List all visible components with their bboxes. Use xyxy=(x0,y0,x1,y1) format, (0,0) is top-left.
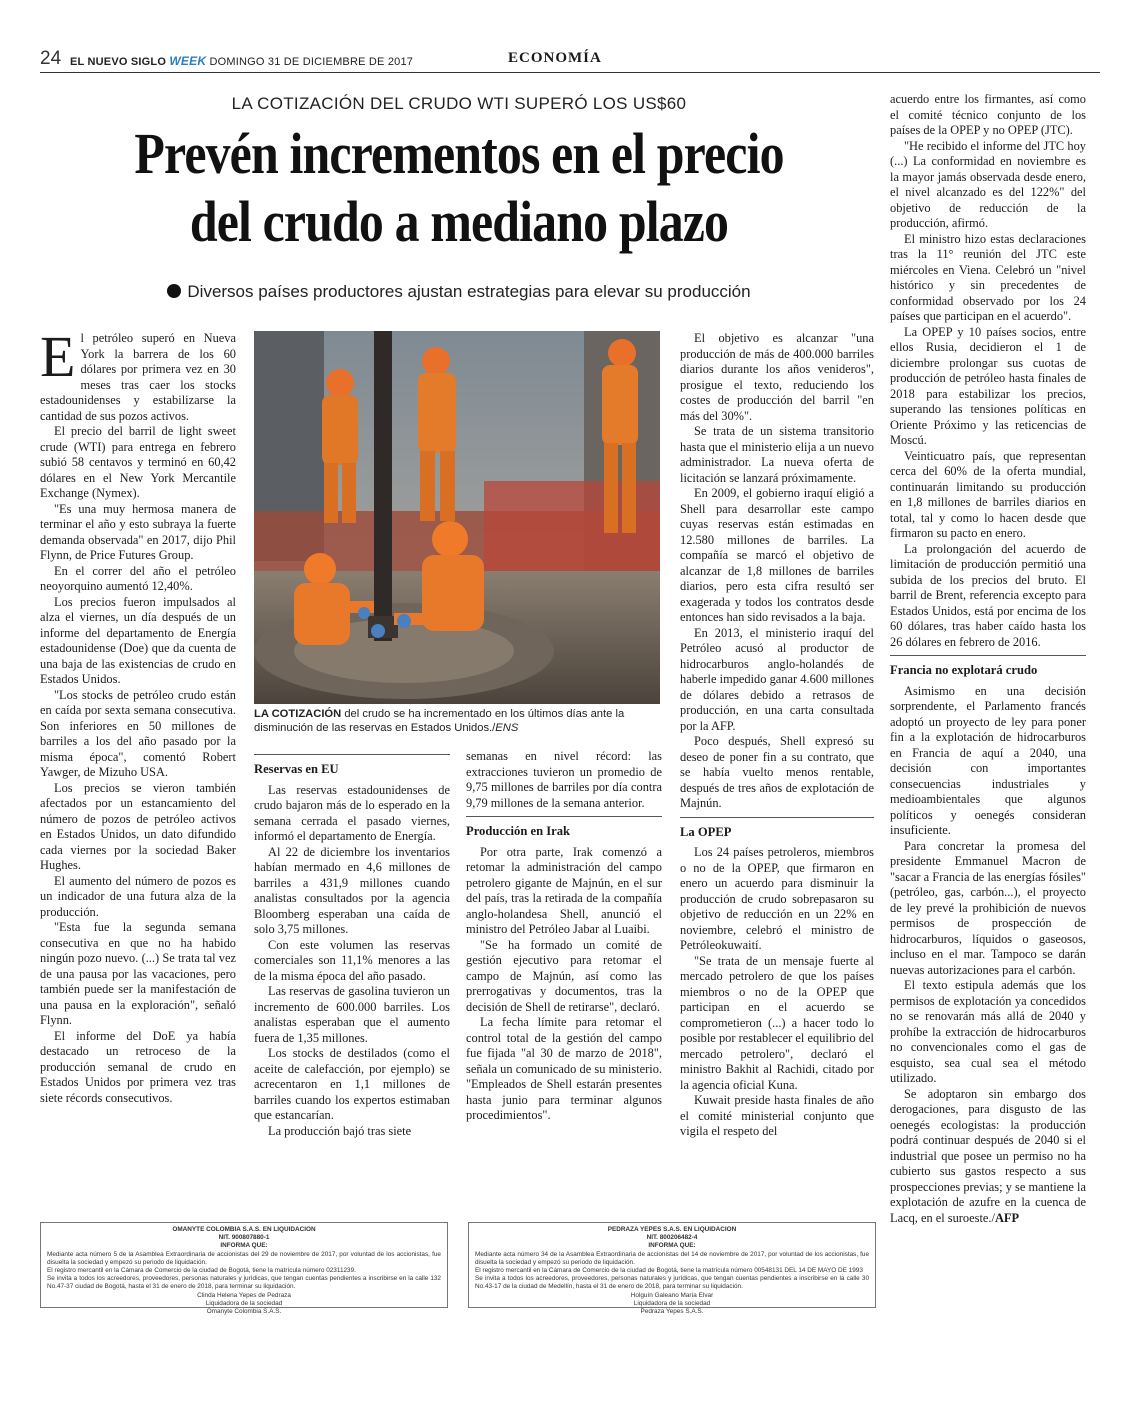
paragraph: En el correr del año el petróleo neoyorquino aumentó 12,40%. xyxy=(40,563,236,593)
paragraph: El petróleo superó en Nueva York la barrera de los 60 dólares por primera vez en 30 meses tras caer los stocks estadounidenses y estabilizarse la cantidad de sus pozos activos. xyxy=(40,324,236,423)
paragraph: Se trata de un sistema transitorio hasta que el ministerio elija a un nuevo administrador. La nueva oferta de licitación se lanzará próximamente. xyxy=(680,424,874,485)
publication-line xyxy=(70,54,413,68)
paragraph: "Esta fue la segunda semana consecutiva en que no ha habido ningún pozo nuevo. (...) Se trata tal vez de una pausa por las vacaciones, pero también puede ser la manifestación de una pausa en la exploración", señaló Flynn. xyxy=(40,920,236,1027)
publication-name: EL NUEVO SIGLO xyxy=(70,56,167,68)
legal-notice-1 xyxy=(40,1222,448,1316)
notice-signature-company: Pedraza Yepes S.A.S. xyxy=(640,1308,704,1316)
paragraph: Los precios fueron impulsados al alza el viernes, un día después de un informe del departamento de Energía estadounidense (Doe) que da cuenta de una baja de las existencias de crudo en Estados Unidos. xyxy=(40,594,236,686)
paragraph: El objetivo es alcanzar "una producción de más de 400.000 barriles diarios durante los años venideros", prosigue el texto, reduciendo los costes de producción del barril "en más del 30%". xyxy=(680,331,874,423)
paragraph: En 2013, el ministerio iraquí del Petróleo acusó al productor de hidrocarburos anglo-holandés de haberle impedido ganar 4.600 millones de dólares debido a retrasos de producción, en una carta consultada por la AFP. xyxy=(680,625,874,733)
paragraph: La OPEP y 10 países socios, entre ellos Rusia, decidieron el 1 de diciembre prolongar sus cuotas de producción de petróleo hasta finales de 2018 para estabilizar los precios, superando las tensiones políticas en Oriente Próximo y las reticencias de Moscú. xyxy=(890,324,1086,447)
headline-line-1: Prevén incrementos en el precio xyxy=(134,121,784,186)
column-4 xyxy=(680,331,874,1140)
paragraph: "Se ha formado un comité de gestión ejecutivo para retomar el campo de Majnún, así como las prerrogativas y documentos, tras la decisión de Shell de retirarse", declaró. xyxy=(466,937,662,1014)
paragraph: Las reservas de gasolina tuvieron un incremento de 600.000 barriles. Los analistas esperaban que el aumento fuera de 1,35 millones. xyxy=(254,984,450,1045)
notice-company: OMANYTE COLOMBIA S.A.S. EN LIQUIDACION xyxy=(172,1226,316,1233)
paragraph: El informe del DoE ya había destacado un retroceso de la producción semanal de crudo en Estados Unidos por primera vez tras siete récords consecutivos. xyxy=(40,1028,236,1105)
oil-rig-workers-illustration xyxy=(254,331,660,704)
paragraph: Kuwait preside hasta finales de año el comité ministerial conjunto que vigila el respeto del xyxy=(680,1093,874,1138)
caption-text: del crudo se ha incrementado en los últimos días ante la disminución de las reservas en Estados Unidos./ xyxy=(254,708,625,734)
article-photo xyxy=(254,331,660,704)
paragraph: "Se trata de un mensaje fuerte al mercado petrolero de que los países miembros o no de la OPEP que participan en el acuerdo se comprometieron (...) a hacer todo lo posible por restablecer el equilibrio del mercado petrolero", declaró el ministro Bakhit al Rachidi, citado por la agencia oficial Kuna. xyxy=(680,953,874,1092)
subheading: La OPEP xyxy=(680,817,874,841)
photo-caption xyxy=(254,707,660,735)
column-1 xyxy=(40,324,236,1106)
paragraph: semanas en nivel récord: las extracciones tuvieron un promedio de 9,75 millones de barriles por día contra 9,79 millones de la semana anterior. xyxy=(466,749,662,810)
drop-cap: E xyxy=(40,324,76,389)
paragraph: Con este volumen las reservas comerciales son 11,1% menores a las de la misma época del año pasado. xyxy=(254,937,450,983)
paragraph: Los 24 países petroleros, miembros o no de la OPEP, que firmaron en enero un acuerdo para disminuir la producción de crudo sobrepasaron su objetivo de reducción en un 22% en noviembre, celebró el ministro de Petróleokuwaití. xyxy=(680,845,874,952)
notice-body: Mediante acta número 5 de la Asamblea Extraordinaria de accionistas del 29 de noviembre de 2017, por voluntad de los accionistas, fue disuelta la sociedad y empezó su periodo de liquidación. xyxy=(47,1250,441,1266)
headline-line-2: del crudo a mediano plazo xyxy=(189,189,729,254)
article-headline xyxy=(99,120,820,256)
notice-heading: INFORMA QUE: xyxy=(220,1242,268,1250)
notice-nit: NIT. 800206482-4 xyxy=(646,1234,698,1242)
page-number: 24 xyxy=(40,48,62,69)
paragraph: La fecha límite para retomar el control total de la gestión del campo fue fijada "al 30 de marzo de 2018", señala un comunicado de su ministerio. "Empleados de Shell estarán presentes hasta junio para terminar algunos procedimientos". xyxy=(466,1015,662,1122)
article-subhead xyxy=(40,282,878,302)
paragraph: Se adoptaron sin embargo dos derogaciones, para disgusto de las oenegés ecologistas: la producción podrá continuar después de 2040 si el industrial que posee un permiso no ha cubierto sus gastos respecto a sus prospecciones previas; y se mantiene la explotación de azufre en la cuenca de Lacq, en el suroeste./AFP xyxy=(890,1086,1086,1225)
column-2 xyxy=(254,749,450,1139)
notice-body: Se invita a todos los acreedores, proveedores, personas naturales y jurídicas, que tengan cuentas pendientes a inscribirse en la calle 30 No.43-17 de la ciudad de Medellín, hasta el 31 de enero de 2018, para terminar su liquidación. xyxy=(475,1275,869,1291)
legal-notices xyxy=(40,1222,876,1316)
paragraph: El ministro hizo estas declaraciones tras la 11° reunión del JTC este miércoles en Viena. Celebró un "nivel histórico y sin precedentes de conformidad observado por los 24 países que participan en el acuerdo". xyxy=(890,231,1086,323)
notice-body: El registro mercantil en la Cámara de Comercio de la ciudad de Bogotá, tiene la matrícula número 02311239. xyxy=(47,1267,356,1275)
subheading: Reservas en EU xyxy=(254,754,450,778)
article-kicker: LA COTIZACIÓN DEL CRUDO WTI SUPERÓ LOS US$60 xyxy=(231,94,687,113)
paragraph: Las reservas estadounidenses de crudo bajaron más de lo esperado en la semana cerrada el pasado viernes, informó el departamento de Energía. xyxy=(254,782,450,843)
supplement-name: WEEK xyxy=(169,54,207,68)
paragraph: La producción bajó tras siete xyxy=(268,1123,412,1138)
paragraph: Veinticuatro país, que representan cerca del 60% de la oferta mundial, continuarán limitando su producción en 1,8 millones de barriles diarios en total, tal y como lo hacen desde que firmaron su pacto en enero. xyxy=(890,448,1086,540)
legal-notice-2 xyxy=(468,1222,876,1316)
paragraph: "Los stocks de petróleo crudo están en caída por sexta semana consecutiva. Son inferiores en 50 millones de barriles a los del año pasado por la misma época", comentó Robert Yawger, de Mizuho USA. xyxy=(40,687,236,779)
bullet-icon xyxy=(167,284,181,298)
paragraph: Los stocks de destilados (como el aceite de calefacción, por ejemplo) se acrecentaron en 1,1 millones de barriles cuando los expertos estimaban que estancarían. xyxy=(254,1046,450,1122)
caption-lead: LA COTIZACIÓN xyxy=(254,708,342,720)
article-credit: AFP xyxy=(994,1210,1020,1225)
paragraph: Asimismo en una decisión sorprendente, el Parlamento francés adoptó un proyecto de ley para poner fin a la explotación de hidrocarburos en Francia de aquí a 2040, una decisión con importantes consecuencias industriales y medioambientales que algunos políticos y oenegés consideran insuficiente. xyxy=(890,683,1086,837)
notice-signature-company: Omanyte Colombia S.A.S. xyxy=(206,1308,282,1316)
notice-body: Mediante acta número 34 de la Asamblea Extraordinaria de accionistas del 14 de noviembre de 2017, por voluntad de los accionistas, fue disuelta la sociedad y empezó su periodo de liquidación. xyxy=(475,1250,869,1266)
photo-credit: ENS xyxy=(495,722,519,734)
page-header xyxy=(40,48,1100,72)
paragraph: El texto estipula además que los permisos de explotación ya concedidos no se renovarán más allá de 2040 y prohíbe la extracción de hidrocarburos no convencionales como el gas de esquisto, sea cual sea el método utilizado. xyxy=(890,978,1086,1085)
paragraph: Por otra parte, Irak comenzó a retomar la administración del campo petrolero gigante de Majnún, en el sur del país, tras la retirada de la compañía anglo-holandesa Shell, anunció el ministro del Petróleo Jabar al Luaibi. xyxy=(466,844,662,936)
notice-body: El registro mercantil en la Cámara de Comercio de la ciudad de Bogotá, tiene la matrícula número 00548131 DEL 14 DE MAYO DE 1993 xyxy=(475,1267,863,1275)
paragraph: Para concretar la promesa del presidente Emmanuel Macron de "sacar a Francia de las energías fósiles" (petróleo, gas, carbón...), el proyecto de ley prevé la prohibición de nuevos permisos de prospección de hidrocarburos, líquidos o gaseosos, incluso en el mar. Tampoco se darán nuevas autorizaciones para el carbón. xyxy=(890,838,1086,977)
subheading: Francia no explotará crudo xyxy=(890,655,1086,679)
notice-signature-role: Liquidadora de la sociedad xyxy=(205,1299,283,1307)
notice-signature-role: Liquidadora de la sociedad xyxy=(633,1299,711,1307)
paragraph: La prolongación del acuerdo de limitación de producción permitió una subida de los precios del bruto. El barril de Brent, referencia excepto para Estados Unidos, está por encima de los 60 dólares, tras haber caído hasta los 26 dólares en febrero de 2016. xyxy=(890,541,1086,649)
paragraph: Poco después, Shell expresó su deseo de poner fin a su contrato, que se había vuelto menos rentable, después de tres años de explotación de Majnún. xyxy=(680,734,874,810)
publication-date: DOMINGO 31 DE DICIEMBRE DE 2017 xyxy=(209,56,414,68)
header-rule xyxy=(40,72,1100,73)
notice-company: PEDRAZA YEPES S.A.S. EN LIQUIDACION xyxy=(607,1226,737,1233)
paragraph: acuerdo entre los firmantes, así como el comité técnico conjunto de los países de la OPEP y no OPEP (JTC). xyxy=(890,92,1086,137)
section-title: ECONOMÍA xyxy=(508,50,602,66)
notice-signature: Clinda Helena Yepes de Pedraza xyxy=(197,1291,291,1299)
paragraph: "Es una muy hermosa manera de terminar el año y esto subraya la fuerte demanda observada" en 2017, dijo Phil Flynn, de Price Futures Group. xyxy=(40,501,236,562)
column-3 xyxy=(466,749,662,1124)
notice-nit: NIT. 900807880-1 xyxy=(218,1234,270,1242)
subhead-text: Diversos países productores ajustan estrategias para elevar su producción xyxy=(187,282,751,301)
column-5 xyxy=(890,92,1086,1226)
notice-signature: Holguín Galeano María Elvar xyxy=(630,1291,714,1299)
paragraph: El aumento del número de pozos es un indicador de una futura alza de la producción. xyxy=(40,873,236,919)
paragraph: Los precios se vieron también afectados por un estancamiento del número de pozos de petróleo activos en Estados Unidos, un dato difundido cada viernes por la sociedad Baker Hughes. xyxy=(40,780,236,872)
paragraph: El precio del barril de light sweet crude (WTI) para entrega en febrero subió 58 centavos y terminó en 60,42 dólares en el New York Mercantile Exchange (Nymex). xyxy=(40,424,236,500)
paragraph: Al 22 de diciembre los inventarios habían mermado en 4,6 millones de barriles a 431,9 millones cuando analistas consultados por la agencia Bloomberg esperaban una caída de solo 3,75 millones. xyxy=(254,844,450,936)
notice-heading: INFORMA QUE: xyxy=(648,1242,696,1250)
paragraph: En 2009, el gobierno iraquí eligió a Shell para desarrollar este campo cuyas reservas están estimadas en 12.580 millones de barriles. La compañía se marcó el objetivo de alcanzar de 1,8 millones de barriles diarios, pero esta cifra resultó ser exagerada y todos los contratos desde entonces han sido revisados a la baja. xyxy=(680,486,874,624)
notice-body: Se invita a todos los acreedores, proveedores, personas naturales y jurídicas, que tengan cuentas pendientes a inscribirse en la calle 132 No.47-37 ciudad de Bogotá, hasta el 31 de enero de 2018, para terminar su liquidación. xyxy=(47,1275,441,1291)
paragraph: "He recibido el informe del JTC hoy (...) La conformidad en noviembre es la mayor jamás observada desde enero, el nivel alcanzado es del 122%" del objetivo de reducción de la producción, afirmó. xyxy=(890,138,1086,230)
subheading: Producción en Irak xyxy=(466,816,662,840)
